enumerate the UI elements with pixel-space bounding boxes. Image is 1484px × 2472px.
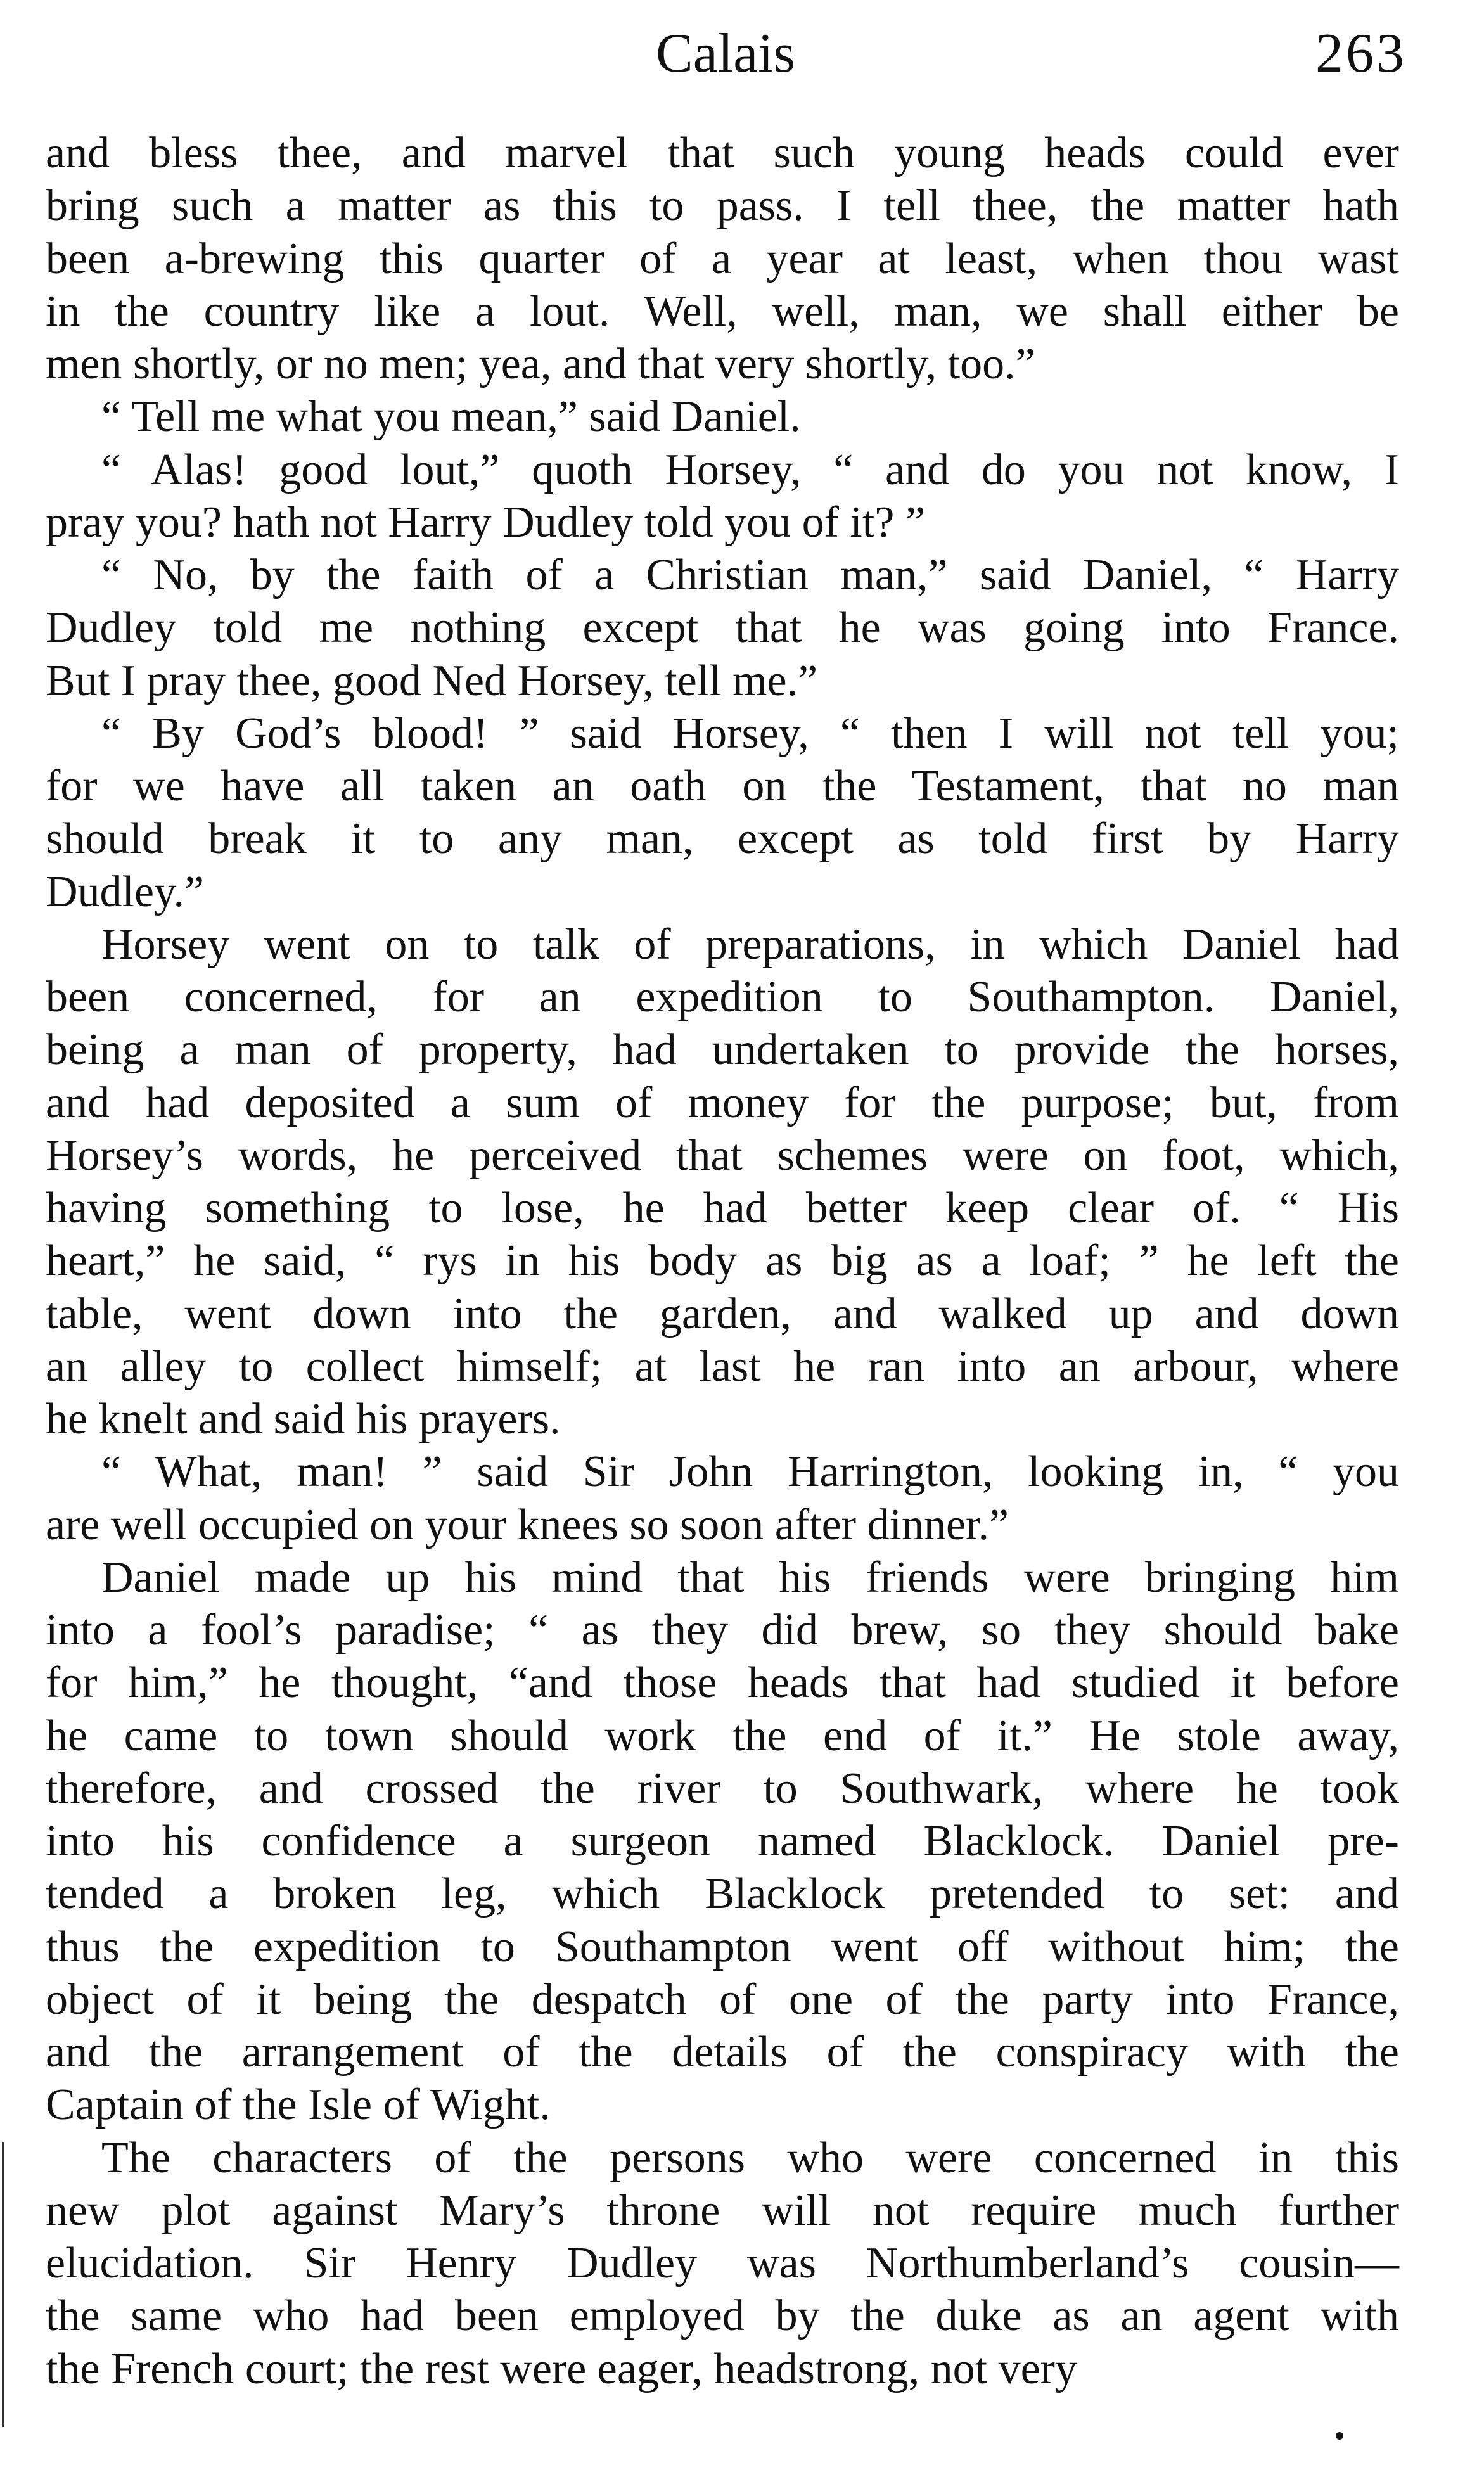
text-line: he came to town should work the end of it.” He stole away,	[46, 1711, 1399, 1760]
text-line: Dudley told me nothing except that he was going into France.	[46, 603, 1399, 653]
text-line: table, went down into the garden, and walked up and down	[46, 1289, 1399, 1338]
text-line: the French court; the rest were eager, headstrong, not very	[46, 2344, 1077, 2393]
text-line: tended a broken leg, which Blacklock pretended to set: and	[46, 1869, 1399, 1919]
text-line: having something to lose, he had better keep clear of. “ His	[46, 1184, 1399, 1233]
text-line: been concerned, for an expedition to Southampton. Daniel,	[46, 973, 1399, 1021]
text-line: and bless thee, and marvel that such young heads could ever	[46, 129, 1399, 177]
text-line: pray you? hath not Harry Dudley told you of it? ”	[46, 497, 925, 547]
text-line: elucidation. Sir Henry Dudley was Northumberland’s cousin—	[46, 2239, 1399, 2288]
paragraph	[46, 2132, 1399, 2395]
paragraph	[46, 1445, 1399, 1551]
text-line: the same who had been employed by the duke as an agent with	[46, 2291, 1399, 2341]
text-line: are well occupied on your knees so soon after dinner.”	[46, 1500, 1009, 1549]
paragraph	[46, 390, 1399, 443]
text-line: But I pray thee, good Ned Horsey, tell me.”	[46, 656, 818, 705]
text-line: new plot against Mary’s throne will not require much further	[46, 2186, 1399, 2235]
body-text	[46, 127, 1399, 2395]
paragraph	[46, 444, 1399, 549]
text-line: Dudley.”	[46, 867, 205, 916]
paragraph	[46, 549, 1399, 707]
text-line: into his confidence a surgeon named Blacklock. Daniel pre-	[46, 1817, 1399, 1866]
text-line: Horsey’s words, he perceived that schemes were on foot, which,	[46, 1130, 1399, 1180]
text-line: “ Tell me what you mean,” said Daniel.	[101, 392, 801, 442]
text-line: Horsey went on to talk of preparations, in which Daniel had	[101, 919, 1399, 969]
text-line: men shortly, or no men; yea, and that very shortly, too.”	[46, 340, 1035, 388]
text-line: The characters of the persons who were concerned in this	[101, 2133, 1399, 2182]
paragraph	[46, 127, 1399, 390]
text-line: object of it being the despatch of one of the party into France,	[46, 1975, 1399, 2024]
paragraph	[46, 918, 1399, 1446]
paragraph	[46, 1551, 1399, 2132]
text-line: he knelt and said his prayers.	[46, 1395, 561, 1444]
text-line: in the country like a lout. Well, well, man, we shall either be	[46, 286, 1399, 336]
text-line: and the arrangement of the details of the conspiracy with the	[46, 2028, 1399, 2077]
running-head	[44, 19, 1407, 89]
text-line: “ No, by the faith of a Christian man,” said Daniel, “ Harry	[101, 551, 1399, 599]
text-line: bring such a matter as this to pass. I tell thee, the matter hath	[46, 181, 1399, 231]
running-title: Calais	[656, 23, 795, 84]
text-line: into a fool’s paradise; “ as they did brew, so they should bake	[46, 1606, 1399, 1655]
text-line: been a-brewing this quarter of a year at least, when thou wast	[46, 234, 1399, 283]
margin-rule	[2, 2142, 4, 2427]
text-line: “ By God’s blood! ” said Horsey, “ then I will not tell you;	[101, 708, 1399, 758]
text-line: therefore, and crossed the river to Southwark, where he took	[46, 1764, 1399, 1813]
text-line: for we have all taken an oath on the Testament, that no man	[46, 762, 1399, 810]
text-line: for him,” he thought, “and those heads that had studied it before	[46, 1658, 1399, 1708]
text-line: Daniel made up his mind that his friends were bringing him	[101, 1553, 1399, 1602]
ink-dot	[1336, 2432, 1343, 2440]
text-line: Captain of the Isle of Wight.	[46, 2080, 551, 2130]
text-line: and had deposited a sum of money for the purpose; but, from	[46, 1078, 1399, 1127]
paragraph	[46, 707, 1399, 918]
text-line: an alley to collect himself; at last he ran into an arbour, where	[46, 1342, 1399, 1391]
page-number: 263	[1315, 23, 1407, 84]
text-line: being a man of property, had undertaken to provide the horses,	[46, 1025, 1399, 1075]
text-line: “ What, man! ” said Sir John Harrington, looking in, “ you	[101, 1447, 1399, 1497]
text-line: should break it to any man, except as told first by Harry	[46, 814, 1399, 864]
text-line: thus the expedition to Southampton went off without him; the	[46, 1922, 1399, 1971]
text-line: heart,” he said, “ rys in his body as big as a loaf; ” he left the	[46, 1236, 1399, 1286]
text-line: “ Alas! good lout,” quoth Horsey, “ and do you not know, I	[101, 445, 1399, 494]
